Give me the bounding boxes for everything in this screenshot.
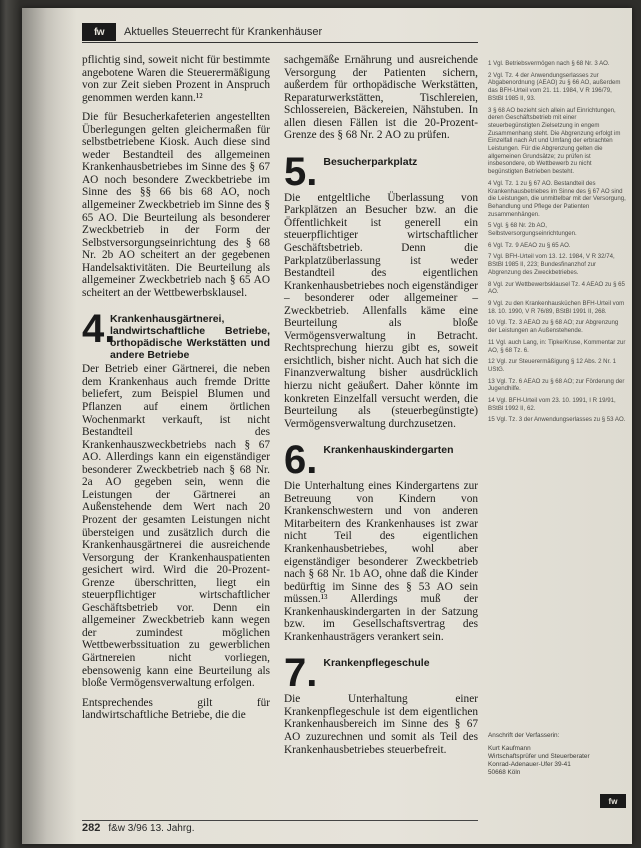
footnotes-column	[488, 60, 626, 428]
section-title: Krankenhausgärtnerei, landwirtschaftliche Betriebe, orthopädische Werkstätten und andere Betriebe	[110, 313, 270, 362]
paragraph: Die für Besucherkafeterien angestellten Überlegungen gelten gleichermaßen für selbstbetriebene Kiosk. Auch diese sind weder Bestandteil des allgemeinen Krankenhausbetriebes im Sinne des § 67 AO noch besondere Zweckbetriebe im Sinne des §§ 66 bis 68 AO, noch allgemeiner Zweckbetrieb im Sinne des § 65 AO. Die Beurteilung als besonderer Zweckbetrieb in der Form der Selbstversorgungseinrichtung des § 68 Nr. 2b AO scheitert an der gegebenen Handelsaktivitäten. Die Beurteilung als allgemeiner Zweckbetrieb nach § 65 AO scheitert an der Wettbewerbsklausel.	[82, 111, 270, 299]
section-number: 7.	[284, 651, 318, 696]
section-title: Besucherparkplatz	[323, 155, 418, 168]
footnote: 2 Vgl. Tz. 4 der Anwendungserlasses zur Abgabenordnung (AEAO) zu § 66 AO, außerdem das BFH-Urteil vom 21. 11. 1984, V R 196/79, BStBl 1985 II, 93.	[488, 71, 621, 102]
section-4	[82, 307, 270, 722]
section-number: 6.	[284, 438, 318, 483]
journal-page	[22, 8, 632, 844]
author-label: Anschrift der Verfasserin:	[488, 732, 560, 739]
footnote: 9 Vgl. zu den Krankenhausküchen BFH-Urteil vom 18. 10. 1990, V R 76/89, BStBl 1991 II, 268.	[488, 299, 625, 315]
section-number: 4.	[82, 307, 116, 352]
author-line: Wirtschaftsprüfer und Steuerberater	[488, 753, 590, 760]
section-heading	[82, 307, 270, 362]
footnote: 10 Vgl. Tz. 3 AEAO zu § 68 AO; zur Abgrenzung der Leistungen an Außenstehende.	[488, 319, 619, 335]
footnote: 5 Vgl. § 68 Nr. 2b AO, Selbstversorgungseinrichtungen.	[488, 222, 577, 238]
author-address	[488, 732, 626, 777]
section-title: Krankenpflegeschule	[323, 657, 430, 670]
section-number: 5.	[284, 149, 318, 194]
footnote: 3 § 68 AO bezieht sich allein auf Einrichtungen, deren Geschäftsbetrieb mit einer steuerbegünstigten Zielsetzung in engem Zusammenhang steht. Die Abgrenzung erfolgt im Einzelfall nach Art und Umfang der erbrachten Leistungen. Für die Abgrenzung gelten die allgemeinen Grundsätze; zu prüfen ist insbesondere, ob Wettbewerb zu nicht begünstigten Betrieben besteht.	[488, 106, 621, 176]
paragraph: Der Betrieb einer Gärtnerei, die neben dem Krankenhaus auch fremde Dritte beliefert, zum Beispiel Blumen und Pflanzen auf einem örtlichen Wochenmarkt verkauft, ist nicht Bestandteil des Krankenhauszweckbetriebs nach § 67 AO. Allerdings kann ein eigenständiger besonderer Zweckbetrieb nach § 68 Nr. 2a AO gegeben sein, wenn die Leistungen der Gärtnerei an Außenstehende dem Wert nach 20 Prozent der gesamten Leistungen nicht übersteigen und zusätzlich durch die Krankenhausgärtnerei die ausreichende Versorgung der Krankenhauspatienten gesichert wird. Wird die 20-Prozent-Grenze überschritten, liegt ein steuerpflichtiger wirtschaftlicher Geschäftsbetrieb vor. Denn ein allgemeiner Zweckbetrieb kann wegen der zumindest möglichen Wettbewerbssituation zu gewerblichen Gärtnereien nicht vorliegen, ebensowenig kann eine Beurteilung als bloße Vermögensverwaltung erfolgen.	[82, 363, 270, 690]
paragraph: Die Unterhaltung eines Kindergartens zur Betreuung von Kindern von Krankenschwestern und von anderen Mitarbeitern des Krankenhauses ist zwar nicht Teil des eigentlichen Krankenhausbetriebes, wohl aber eigenständiger besonderer Zweckbetrieb nach § 68 Nr. 1b AO, ohne daß die Kinder bedürftig im Sinne des § 53 AO sein müssen.¹³ Allerdings muß der Krankenhauskindergarten in der Satzung bzw. im Gesellschaftsvertrag des Krankenhausträgers verankert sein.	[284, 480, 478, 643]
section-heading	[284, 149, 478, 194]
footnote: 11 Vgl. auch Lang, in: Tipke/Kruse, Kommentar zur AO, § 68 Tz. 6.	[488, 338, 626, 354]
footnote: 15 Vgl. Tz. 3 der Anwendungserlasses zu § 53 AO.	[488, 416, 626, 424]
footnote: 6 Vgl. Tz. 9 AEAO zu § 65 AO.	[488, 241, 571, 249]
text-column-middle	[284, 54, 478, 763]
running-footer	[82, 820, 478, 835]
page-number: 282	[82, 822, 101, 834]
journal-logo: fw	[82, 23, 116, 41]
footnote: 1 Vgl. Betriebsvermögen nach § 68 Nr. 3 AO.	[488, 60, 610, 67]
section-7	[284, 651, 478, 756]
footnote: 4 Vgl. Tz. 1 zu § 67 AO. Bestandteil des Krankenhausbetriebes im Sinne des § 67 AO sind die Leistungen, die unmittelbar mit der Versorgung, Behandlung und Pflege der Patienten zusammenhängen.	[488, 179, 626, 218]
author-line: Konrad-Adenauer-Ufer 39-41	[488, 761, 571, 768]
paragraph: Die entgeltliche Überlassung von Parkplätzen an Besucher bzw. an die Öffentlichkeit ist generell ein steuerpflichtiger wirtschaftlicher Geschäftsbetrieb. Denn die Parkplatzüberlassung ist weder Bestandteil des eigentlichen Krankenhausbetriebes noch eigenständiger – besonderer oder allgemeiner – Zweckbetrieb. Allenfalls käme eine Beurteilung als bloße Vermögensverwaltung in Betracht. Rechtsprechung hierzu gibt es, soweit ersichtlich, bisher nicht. Auch hat sich die Finanzverwaltung bisher ausdrücklich hierzu nicht geäußert. Daher könnte im konkreten Einzelfall versucht werden, die Beurteilung als (steuerbegünstigte) Vermögensverwaltung durchzusetzen.	[284, 191, 478, 430]
footnote: 13 Vgl. Tz. 6 AEAO zu § 68 AO; zur Förderung der Jugendhilfe.	[488, 377, 625, 393]
page-spine-shadow	[22, 8, 77, 844]
footnote: 12 Vgl. zur Steuerermäßigung § 12 Abs. 2 Nr. 1 UStG.	[488, 358, 617, 373]
section-5	[284, 149, 478, 430]
section-heading	[284, 438, 478, 483]
journal-issue: f&w 3/96 13. Jahrg.	[108, 822, 195, 834]
paragraph: sachgemäße Ernährung und ausreichende Versorgung der Patienten sichern, außerdem für orthopädische Werkstätten, Reparaturwerkstätten, Tischlereien, Schlossereien, Bäckereien, Nähstuben. In allen diesen Fällen ist die 20-Prozent-Grenze des § 68 Nr. 2 AO zu prüfen.	[284, 54, 478, 142]
section-title: Krankenhauskindergarten	[323, 444, 454, 457]
footnote: 7 Vgl. BFH-Urteil vom 13. 12. 1984, V R 32/74, BStBl 1985 II, 223; Bundesfinanzhof zur Abgrenzung des Zweckbetriebes.	[488, 253, 615, 276]
author-line: 50668 Köln	[488, 769, 521, 776]
running-header-title: Aktuelles Steuerrecht für Krankenhäuser	[124, 26, 323, 38]
footnote: 8 Vgl. zur Wettbewerbsklausel Tz. 4 AEAO zu § 65 AO.	[488, 280, 625, 296]
footnote: 14 Vgl. BFH-Urteil vom 23. 10. 1991, I R 19/91, BStBl 1992 II, 62.	[488, 397, 616, 412]
author-line: Kurt Kaufmann	[488, 745, 531, 752]
paragraph: Entsprechendes gilt für landwirtschaftliche Betriebe, die die	[82, 696, 270, 722]
section-6	[284, 438, 478, 643]
text-column-left	[82, 54, 270, 729]
paragraph: Die Unterhaltung einer Krankenpflegeschule ist dem eigentlichen Krankenhausbereich im Sinne des § 67 AO zuzurechnen und somit als Teil des Krankenhausbetriebes steuerbefreit.	[284, 693, 478, 756]
section-heading	[284, 651, 478, 696]
footer-logo: fw	[600, 794, 626, 808]
running-header	[82, 22, 478, 43]
paragraph: pflichtig sind, soweit nicht für bestimmte angebotene Waren die Steuerermäßigung von zur Zeit sieben Prozent in Anspruch genommen werden kann.¹²	[82, 54, 270, 104]
